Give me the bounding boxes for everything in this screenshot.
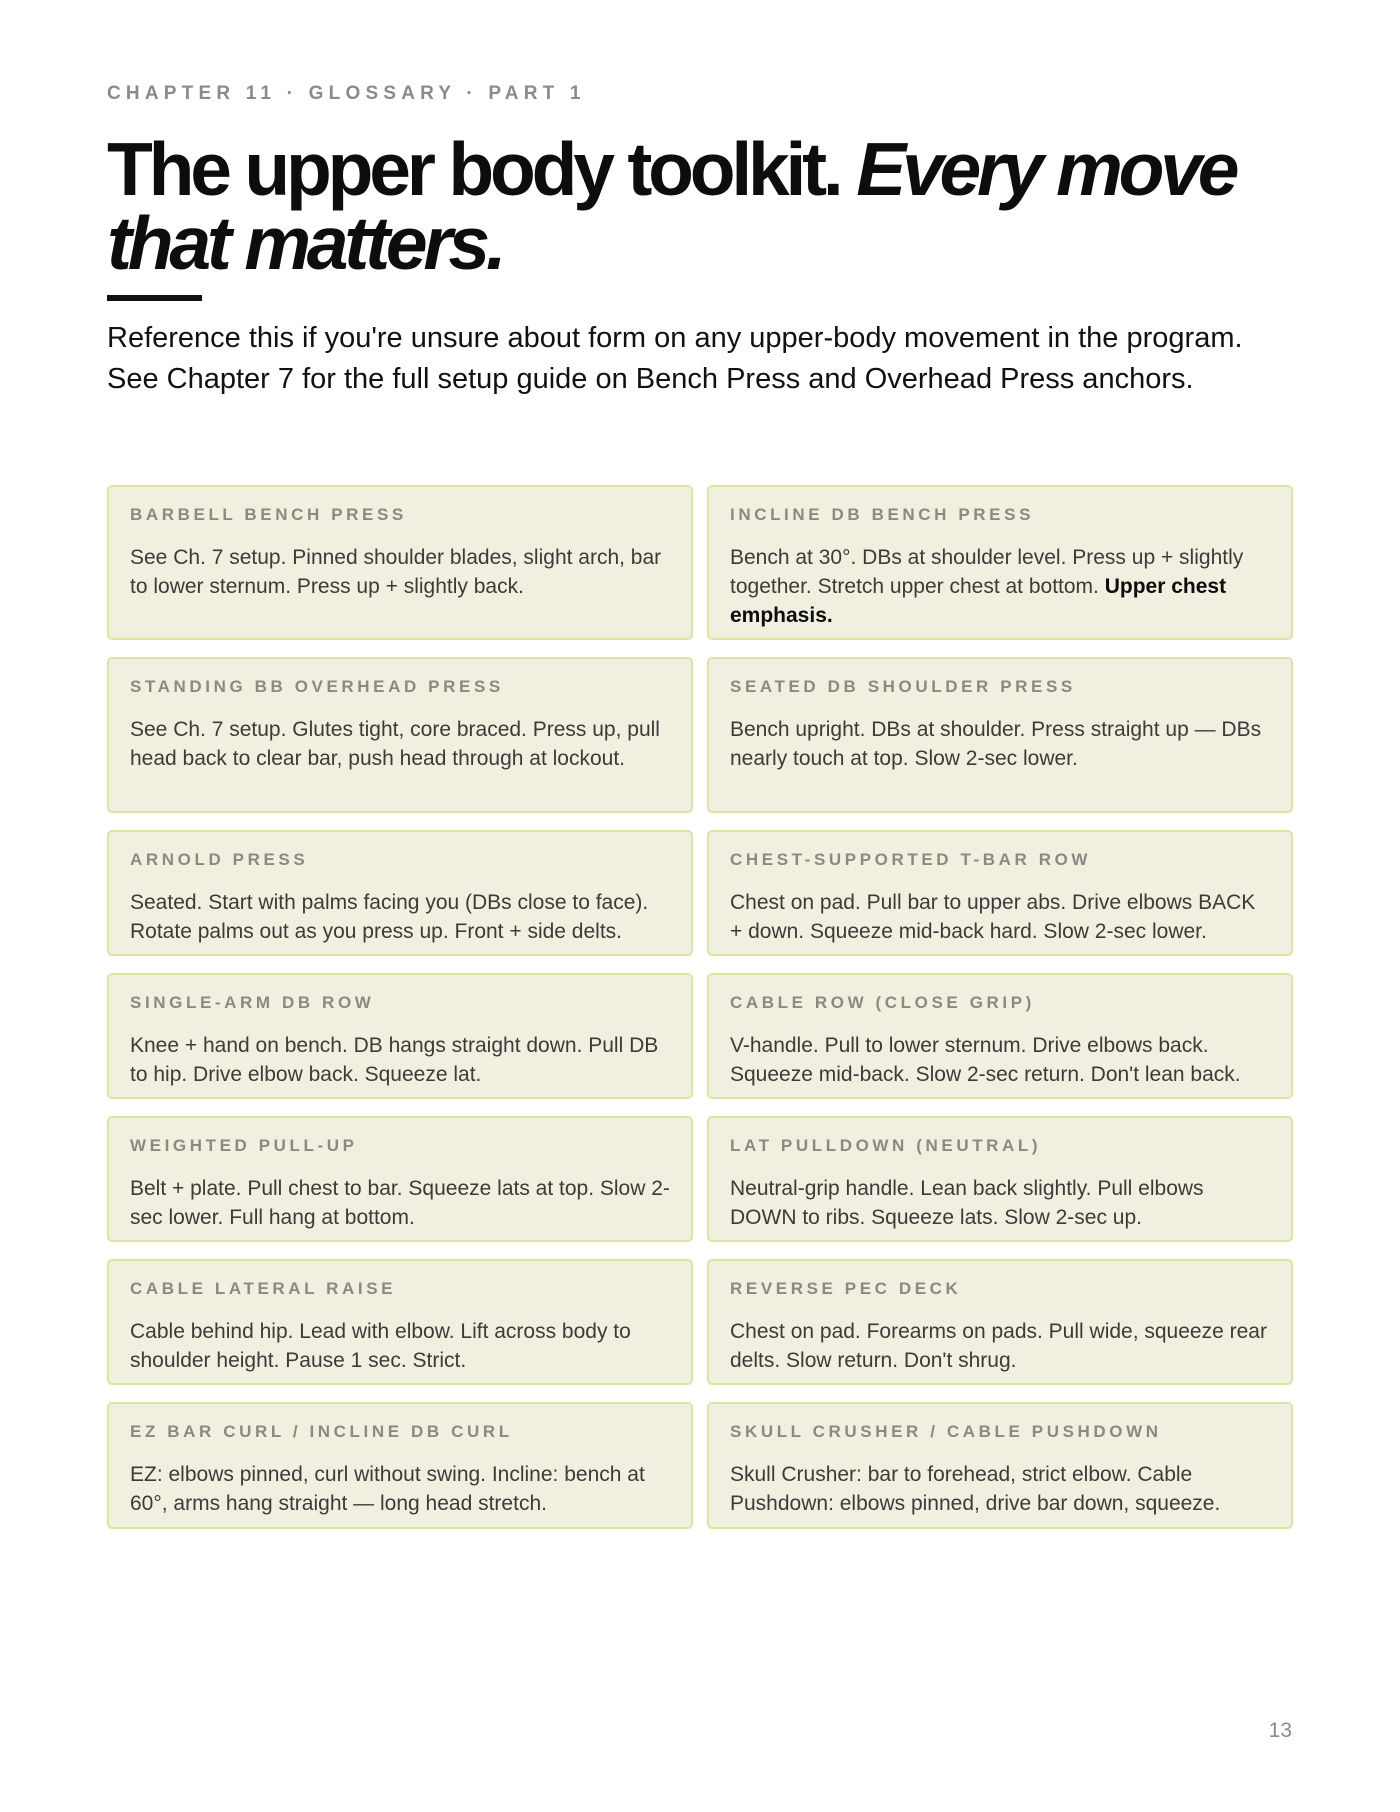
exercise-name: REVERSE PEC DECK bbox=[730, 1279, 962, 1298]
intro-paragraph: Reference this if you're unsure about form on any upper-body movement in the program. See Chapter 7 for the full setup guide on Bench Press and Overhead Press anchors. bbox=[107, 322, 1243, 395]
exercise-cues: See Ch. 7 setup. Pinned shoulder blades, slight arch, bar to lower sternum. Press up + slightly back. bbox=[130, 546, 662, 598]
exercise-cues: EZ: elbows pinned, curl without swing. Incline: bench at 60°, arms hang straight — long head stretch. bbox=[130, 1463, 645, 1515]
exercise-card bbox=[107, 830, 693, 956]
exercise-card bbox=[707, 657, 1293, 813]
exercise-card bbox=[707, 1402, 1293, 1529]
page-headline bbox=[107, 127, 1307, 285]
exercise-card bbox=[107, 657, 693, 813]
exercise-cues: V-handle. Pull to lower sternum. Drive elbows back. Squeeze mid-back. Slow 2-sec return. Don't lean back. bbox=[730, 1034, 1241, 1086]
headline-regular: The upper body toolkit. bbox=[107, 127, 857, 211]
exercise-cues-emphasis: Upper chest emphasis. bbox=[730, 575, 1227, 627]
exercise-cues: Chest on pad. Forearms on pads. Pull wide, squeeze rear delts. Slow return. Don't shrug. bbox=[730, 1320, 1267, 1372]
exercise-name: STANDING BB OVERHEAD PRESS bbox=[130, 677, 504, 696]
exercise-name: CABLE LATERAL RAISE bbox=[130, 1279, 397, 1298]
exercise-cues: Neutral-grip handle. Lean back slightly. Pull elbows DOWN to ribs. Squeeze lats. Slow 2-sec up. bbox=[730, 1177, 1204, 1229]
exercise-name: EZ BAR CURL / INCLINE DB CURL bbox=[130, 1422, 513, 1441]
exercise-card bbox=[707, 485, 1293, 640]
exercise-cues: See Ch. 7 setup. Glutes tight, core braced. Press up, pull head back to clear bar, push head through at lockout. bbox=[130, 718, 660, 770]
exercise-cues: Bench upright. DBs at shoulder. Press straight up — DBs nearly touch at top. Slow 2-sec lower. bbox=[730, 718, 1262, 770]
chapter-eyebrow: CHAPTER 11 · GLOSSARY · PART 1 bbox=[107, 83, 586, 104]
exercise-name: SKULL CRUSHER / CABLE PUSHDOWN bbox=[730, 1422, 1162, 1441]
exercise-name: WEIGHTED PULL-UP bbox=[130, 1136, 358, 1155]
exercise-cues: Cable behind hip. Lead with elbow. Lift across body to shoulder height. Pause 1 sec. Strict. bbox=[130, 1320, 631, 1372]
exercise-name: CHEST-SUPPORTED T-BAR ROW bbox=[730, 850, 1092, 869]
exercise-cues: Belt + plate. Pull chest to bar. Squeeze lats at top. Slow 2-sec lower. Full hang at bottom. bbox=[130, 1177, 670, 1229]
exercise-card bbox=[707, 830, 1293, 956]
exercise-card bbox=[107, 973, 693, 1099]
exercise-cues bbox=[730, 543, 1271, 630]
exercise-name: INCLINE DB BENCH PRESS bbox=[730, 505, 1035, 524]
exercise-card bbox=[707, 1116, 1293, 1242]
page-number: 13 bbox=[1268, 1719, 1292, 1742]
exercise-cues: Seated. Start with palms facing you (DBs close to face). Rotate palms out as you press up. Front + side delts. bbox=[130, 891, 649, 943]
exercise-card bbox=[707, 973, 1293, 1099]
exercise-card bbox=[707, 1259, 1293, 1385]
exercise-cues-text: Bench at 30°. DBs at shoulder level. Press up + slightly together. Stretch upper chest at bottom. bbox=[730, 546, 1244, 598]
title-underline-rule bbox=[107, 295, 202, 301]
headline-italic: Every move that matters. bbox=[107, 127, 1236, 285]
exercise-name: BARBELL BENCH PRESS bbox=[130, 505, 407, 524]
exercise-card bbox=[107, 1259, 693, 1385]
exercise-name: LAT PULLDOWN (NEUTRAL) bbox=[730, 1136, 1042, 1155]
exercise-card bbox=[107, 1116, 693, 1242]
exercise-name: CABLE ROW (CLOSE GRIP) bbox=[730, 993, 1035, 1012]
exercise-cues: Chest on pad. Pull bar to upper abs. Drive elbows BACK + down. Squeeze mid-back hard. Slow 2-sec lower. bbox=[730, 891, 1256, 943]
exercise-card bbox=[107, 1402, 693, 1529]
exercise-card bbox=[107, 485, 693, 640]
exercise-name: SINGLE-ARM DB ROW bbox=[130, 993, 375, 1012]
exercise-cues: Knee + hand on bench. DB hangs straight down. Pull DB to hip. Drive elbow back. Squeeze lat. bbox=[130, 1034, 659, 1086]
exercise-name: SEATED DB SHOULDER PRESS bbox=[730, 677, 1076, 696]
exercise-cues: Skull Crusher: bar to forehead, strict elbow. Cable Pushdown: elbows pinned, drive bar down, squeeze. bbox=[730, 1463, 1221, 1515]
exercise-name: ARNOLD PRESS bbox=[130, 850, 309, 869]
